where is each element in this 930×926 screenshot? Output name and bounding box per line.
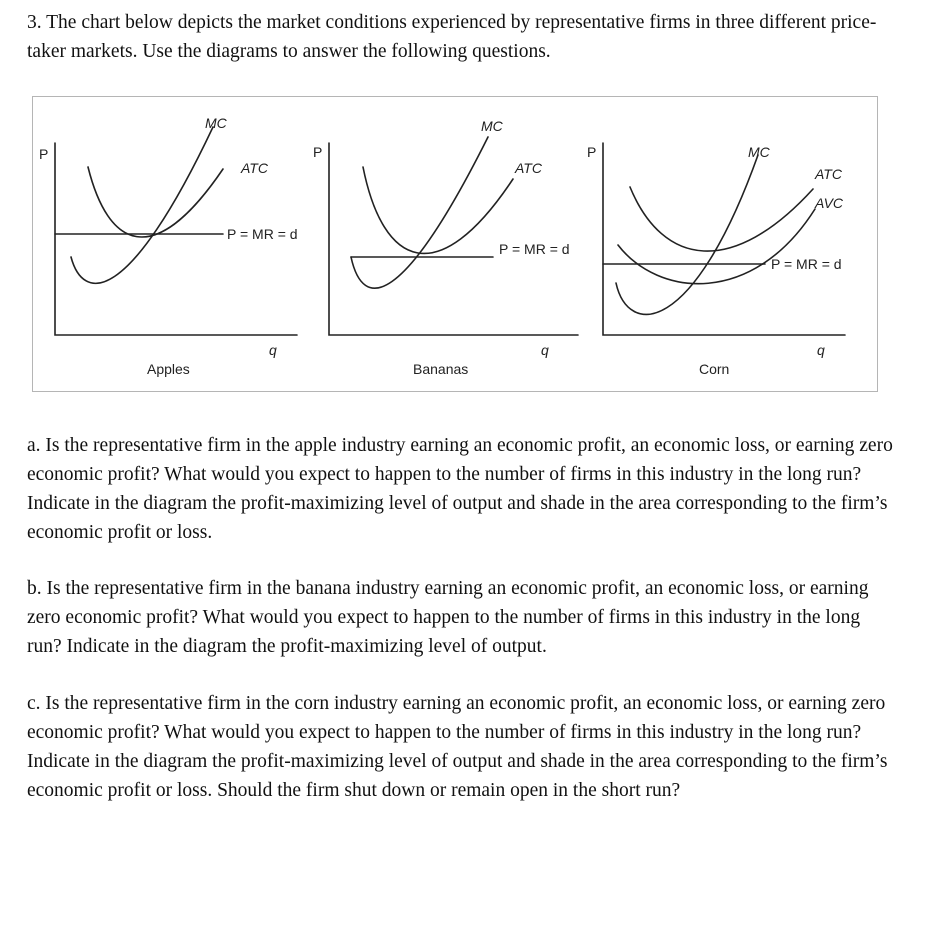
corn-x-axis-label: q (817, 342, 825, 358)
bananas-atc-label: ATC (515, 160, 542, 176)
bananas-panel-title: Bananas (413, 361, 469, 377)
corn-avc-label: AVC (815, 195, 844, 211)
question-c: c. Is the representative firm in the corn industry earning an economic profit, an economic loss, or earning zero economic profit? What would you expect to happen to the number of firms in this industry in the long run? Indicate in the diagram the profit-maximizing level of output and shade in the area corresponding to the firm’s economic profit or loss. Should the firm shut down or remain open in the short run? (27, 693, 888, 801)
market-diagrams-figure (32, 96, 878, 392)
corn-avc-curve (618, 209, 815, 284)
corn-atc-label: ATC (815, 166, 842, 182)
apples-mc-curve (71, 127, 213, 283)
apples-atc-label: ATC (241, 160, 268, 176)
corn-y-axis-label: P (587, 144, 597, 160)
apples-atc-curve (88, 167, 223, 237)
bananas-atc-curve (363, 167, 513, 253)
bananas-y-axis-label: P (313, 144, 323, 160)
corn-y-axis (603, 143, 845, 335)
bananas-mc-curve (351, 137, 488, 288)
corn-panel-title: Corn (699, 361, 730, 377)
market-diagrams-svg (33, 97, 879, 393)
corn-mc-label: MC (748, 144, 770, 160)
bananas-x-axis-label: q (541, 342, 549, 358)
apples-x-axis-label: q (269, 342, 277, 358)
apples-mc-label: MC (205, 115, 227, 131)
intro-paragraph: 3. The chart below depicts the market conditions experienced by representative firms in three different price-taker markets. Use the diagrams to answer the following questions. (27, 12, 877, 62)
question-b: b. Is the representative firm in the banana industry earning an economic profit, an economic loss, or earning zero economic profit? What would you expect to happen to the number of firms in this industry in the long run? Indicate in the diagram the profit-maximizing level of output. (27, 578, 869, 657)
apples-y-axis-label: P (39, 146, 49, 162)
corn-atc-curve (630, 187, 813, 251)
bananas-price-label: P = MR = d (499, 241, 570, 257)
corn-mc-curve (616, 155, 758, 314)
apples-price-label: P = MR = d (227, 226, 298, 242)
question-a: a. Is the representative firm in the apple industry earning an economic profit, an economic loss, or earning zero economic profit? What would you expect to happen to the number of firms in this industry in the long run? Indicate in the diagram the profit-maximizing level of output and shade in the area corresponding to the firm’s economic profit or loss. (27, 435, 893, 543)
bananas-mc-label: MC (481, 118, 503, 134)
corn-price-label: P = MR = d (771, 256, 842, 272)
apples-panel-title: Apples (147, 361, 190, 377)
